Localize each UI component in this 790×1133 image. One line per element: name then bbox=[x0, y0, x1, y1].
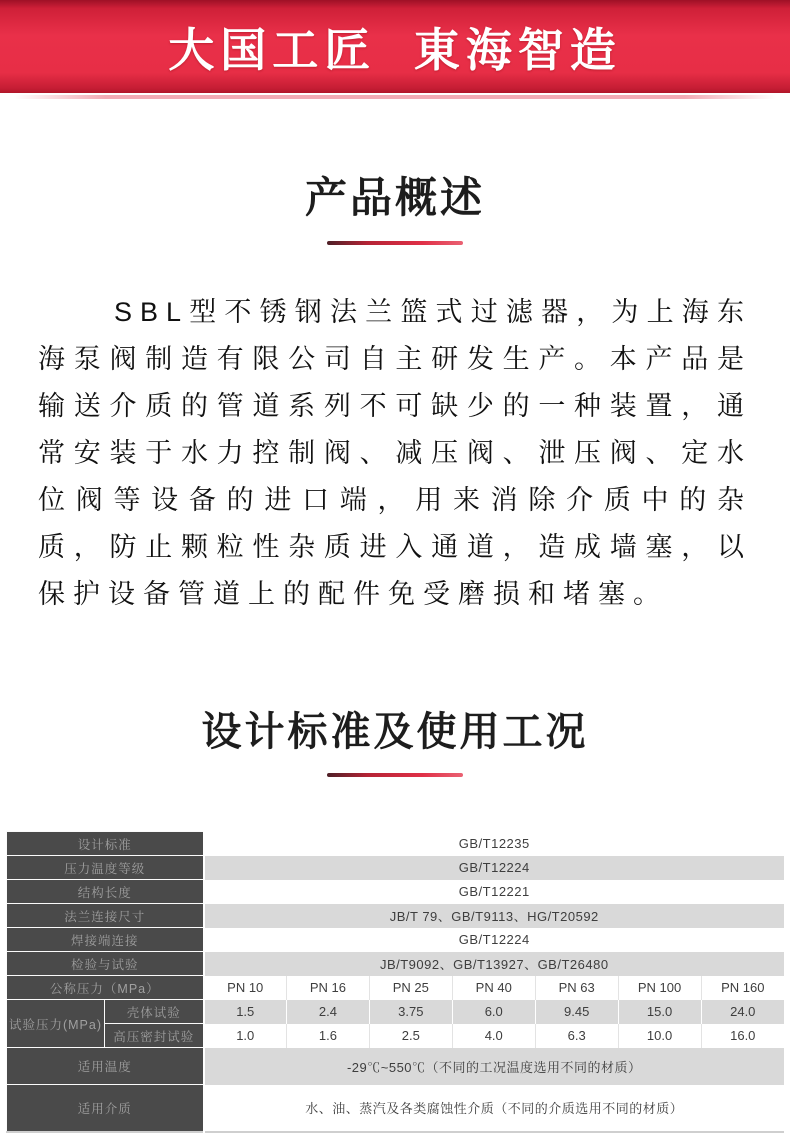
cell-value: 3.75 bbox=[369, 1000, 452, 1024]
seal-test-row bbox=[7, 1024, 785, 1048]
spec-table-wrap bbox=[6, 831, 784, 1133]
pn-col: PN 10 bbox=[204, 976, 287, 1000]
row-label: 适用温度 bbox=[7, 1048, 204, 1085]
overview-section bbox=[0, 165, 790, 618]
row-value: GB/T12224 bbox=[204, 856, 784, 880]
row-label: 焊接端连接 bbox=[7, 928, 204, 952]
cell-value: 6.3 bbox=[535, 1024, 618, 1048]
test-pressure-label: 试验压力(MPa) bbox=[7, 1000, 105, 1048]
pn-col: PN 100 bbox=[618, 976, 701, 1000]
row-label: 壳体试验 bbox=[105, 1000, 204, 1024]
cell-value: 16.0 bbox=[701, 1024, 784, 1048]
table-row bbox=[7, 904, 785, 928]
temperature-row bbox=[7, 1048, 785, 1085]
row-label: 公称压力（MPa） bbox=[7, 976, 204, 1000]
cell-value: 4.0 bbox=[452, 1024, 535, 1048]
row-value: JB/T9092、GB/T13927、GB/T26480 bbox=[204, 952, 784, 976]
row-value: GB/T12224 bbox=[204, 928, 784, 952]
row-label: 结构长度 bbox=[7, 880, 204, 904]
pn-col: PN 40 bbox=[452, 976, 535, 1000]
row-value: GB/T12221 bbox=[204, 880, 784, 904]
medium-row bbox=[7, 1085, 785, 1132]
row-label: 压力温度等级 bbox=[7, 856, 204, 880]
shell-test-row bbox=[7, 1000, 785, 1024]
cell-value: 1.5 bbox=[204, 1000, 287, 1024]
table-row bbox=[7, 928, 785, 952]
row-value: 水、油、蒸汽及各类腐蚀性介质（不同的介质选用不同的材质） bbox=[204, 1085, 784, 1132]
spec-table bbox=[6, 831, 784, 1133]
pn-col: PN 160 bbox=[701, 976, 784, 1000]
specs-title-underline bbox=[327, 773, 463, 777]
table-row bbox=[7, 952, 785, 976]
cell-value: 10.0 bbox=[618, 1024, 701, 1048]
specs-section bbox=[0, 700, 790, 1133]
row-label: 适用介质 bbox=[7, 1085, 204, 1132]
table-row bbox=[7, 856, 785, 880]
overview-title-underline bbox=[327, 241, 463, 245]
row-label: 高压密封试验 bbox=[105, 1024, 204, 1048]
row-label: 检验与试验 bbox=[7, 952, 204, 976]
table-row bbox=[7, 880, 785, 904]
row-value: JB/T 79、GB/T9113、HG/T20592 bbox=[204, 904, 784, 928]
pn-col: PN 63 bbox=[535, 976, 618, 1000]
cell-value: 1.0 bbox=[204, 1024, 287, 1048]
cell-value: 1.6 bbox=[286, 1024, 369, 1048]
overview-paragraph: SBL型不锈钢法兰篮式过滤器，为上海东海泵阀制造有限公司自主研发生产。本产品是输送介质的管道系列不可缺少的一种装置，通常安装于水力控制阀、减压阀、泄压阀、定水位阀等设备的进口端，用来消除介质中的杂质，防止颗粒性杂质进入通道，造成墙塞，以保护设备管道上的配件免受磨损和堵塞。 bbox=[38, 297, 752, 609]
banner-underglow bbox=[14, 95, 776, 99]
cell-value: 9.45 bbox=[535, 1000, 618, 1024]
cell-value: 2.4 bbox=[286, 1000, 369, 1024]
nominal-pressure-row bbox=[7, 976, 785, 1000]
top-banner bbox=[0, 0, 790, 93]
cell-value: 6.0 bbox=[452, 1000, 535, 1024]
row-value: -29℃~550℃（不同的工况温度选用不同的材质） bbox=[204, 1048, 784, 1085]
pn-col: PN 25 bbox=[369, 976, 452, 1000]
row-label: 法兰连接尺寸 bbox=[7, 904, 204, 928]
cell-value: 24.0 bbox=[701, 1000, 784, 1024]
row-label: 设计标准 bbox=[7, 832, 204, 856]
pn-col: PN 16 bbox=[286, 976, 369, 1000]
row-value: GB/T12235 bbox=[204, 832, 784, 856]
table-row bbox=[7, 832, 785, 856]
banner-title: 大国工匠 東海智造 bbox=[168, 23, 622, 76]
cell-value: 15.0 bbox=[618, 1000, 701, 1024]
cell-value: 2.5 bbox=[369, 1024, 452, 1048]
specs-title: 设计标准及使用工况 bbox=[201, 710, 589, 754]
overview-title: 产品概述 bbox=[304, 174, 485, 221]
